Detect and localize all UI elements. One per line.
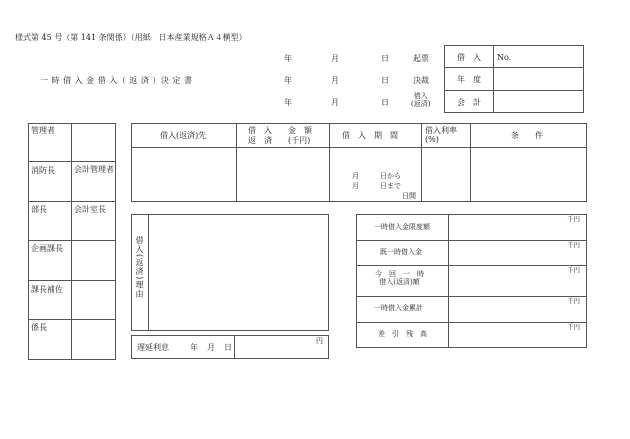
- delay-interest-label: 遅延利息: [137, 343, 169, 352]
- accounting-label: 会 計: [457, 98, 481, 107]
- date-day: 日: [381, 76, 389, 85]
- amount-header-top: 借 入 金 額: [248, 126, 312, 135]
- no-label: No.: [497, 53, 512, 62]
- summary-balance-label: 差 引 残 高: [378, 330, 427, 338]
- date-label: 決裁: [413, 76, 429, 85]
- date-label: 借入 (返済): [411, 92, 431, 109]
- summary-existing-label: 既一時借入金: [380, 248, 422, 256]
- period-header: 借 入 期 間: [342, 131, 398, 140]
- lender-header: 借入(返済)先: [160, 131, 207, 140]
- period-from: 月 日から: [352, 172, 401, 180]
- summary-unit: 千円: [567, 215, 580, 223]
- date-year: 年: [284, 54, 292, 63]
- manager-label: 管理者: [31, 126, 55, 135]
- reason-box: [131, 214, 329, 331]
- amount-header-bottom: 返 済 (千円): [248, 136, 311, 145]
- summary-unit: 千円: [567, 241, 580, 249]
- delay-day: 日: [224, 343, 232, 352]
- delay-year: 年: [190, 343, 198, 352]
- date-day: 日: [381, 98, 389, 107]
- form-title: 様式第 45 号（第 141 条関係）（用紙 日本産業規格Ａ４横型）: [15, 33, 247, 42]
- period-to: 月 日まで: [352, 182, 401, 190]
- reason-label: 借入(返済)理由: [135, 236, 144, 299]
- date-year: 年: [284, 98, 292, 107]
- fire-chief-label: 消防長: [31, 166, 55, 175]
- summary-current-label: 今 回 一 時 借入(返済)額: [375, 270, 424, 287]
- staff-chief-label: 係長: [31, 323, 47, 332]
- date-day: 日: [381, 54, 389, 63]
- accountant-label: 会計管理者: [74, 165, 114, 174]
- delay-unit: 円: [316, 337, 323, 345]
- delay-month: 月: [207, 343, 215, 352]
- conditions-header: 条 件: [511, 131, 543, 140]
- summary-unit: 千円: [567, 266, 580, 274]
- summary-unit: 千円: [567, 323, 580, 331]
- borrow-label: 借 入: [457, 53, 481, 62]
- planning-chief-label: 企画課長: [31, 244, 63, 253]
- summary-unit: 千円: [567, 297, 580, 305]
- deputy-chief-label: 課長補佐: [31, 285, 63, 294]
- summary-cumulative-label: 一時借入金累計: [374, 304, 423, 312]
- decision-title: 一 時 借 入 金 借 入（ 返 済 ）決 定 書: [40, 76, 193, 85]
- director-label: 部長: [31, 205, 47, 214]
- period-days: 日間: [402, 192, 416, 200]
- date-month: 月: [331, 54, 339, 63]
- date-month: 月: [331, 98, 339, 107]
- rate-header: 借入利率 (%): [425, 126, 457, 145]
- summary-limit-label: 一時借入金限度額: [374, 223, 430, 231]
- fiscal-year-label: 年 度: [457, 75, 481, 84]
- date-year: 年: [284, 76, 292, 85]
- date-month: 月: [331, 76, 339, 85]
- date-label: 起票: [413, 54, 429, 63]
- accounting-office-chief-label: 会計室長: [74, 205, 106, 214]
